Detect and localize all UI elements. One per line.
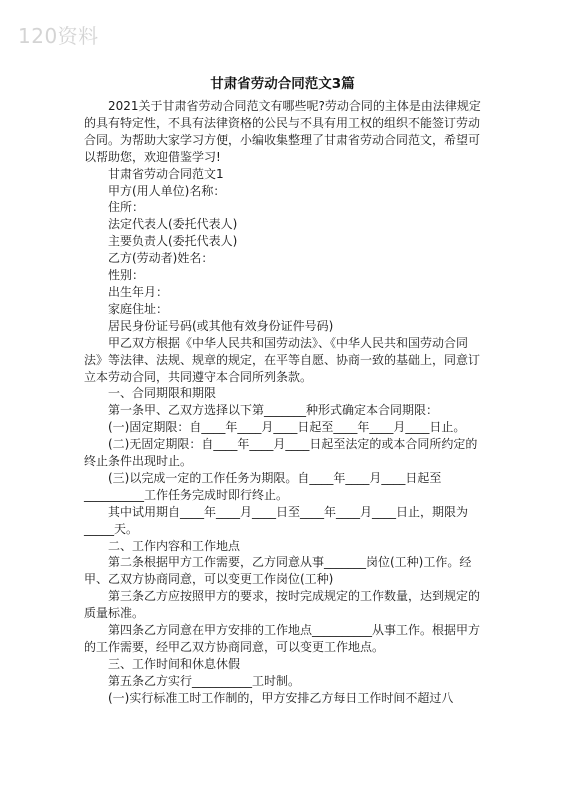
chapter-heading: 一、合同期限和期限	[108, 386, 217, 401]
intro-paragraph: 2021关于甘肃省劳动合同范文有哪些呢?劳动合同的主体是由法律规定的具有特定性，不具有法律资格的公民与不具有用工权的组织不能签订劳动合同。为帮助大家学习方便，小编收集整理了甘肃省劳动合同范文，希望可以帮助您，欢迎借鉴学习!	[84, 99, 481, 164]
clause-paragraph: (一)固定期限：自____年____月____日起至____年____月____日止。	[108, 420, 466, 435]
article-paragraph: 第四条乙方同意在甲方安排的工作地点__________从事工作。根据甲方的工作需要，经甲乙双方协商同意，可以变更工作地点。	[84, 623, 481, 654]
home-address-field: 家庭住址：	[108, 301, 169, 316]
principal-responsible-field: 主要负责人(委托代表人)	[108, 234, 238, 249]
birth-date-field: 出生年月：	[108, 284, 169, 299]
document-body	[84, 98, 482, 707]
watermark: 120资料	[18, 24, 99, 48]
clause-paragraph: (二)无固定期限：自____年____月____日起至法定的或本合同所约定的终止条件出现时止。	[84, 437, 478, 469]
section-heading: 甘肃省劳动合同范文1	[108, 166, 224, 181]
article-paragraph: 第三条乙方应按照甲方的要求，按时完成规定的工作数量，达到规定的质量标准。	[84, 589, 481, 621]
address-field: 住所：	[108, 200, 145, 215]
party-b-name-field: 乙方(劳动者)姓名：	[108, 251, 214, 266]
party-a-name-field: 甲方(用人单位)名称：	[108, 183, 226, 198]
clause-paragraph: 其中试用期自____年____月____日至____年____月____日止，期限为_____天。	[84, 504, 469, 536]
clause-paragraph: (一)实行标准工时工作制的，甲方安排乙方每日工作时间不超过八	[108, 690, 454, 705]
article-paragraph: 第一条甲、乙双方选择以下第_______种形式确定本合同期限：	[108, 403, 439, 418]
gender-field: 性别：	[108, 268, 145, 283]
legal-representative-field: 法定代表人(委托代表人)	[108, 217, 238, 232]
document-title: 甘肃省劳动合同范文3篇	[210, 76, 355, 92]
chapter-heading: 三、工作时间和休息休假	[108, 656, 241, 671]
preamble-paragraph: 甲乙双方根据《中华人民共和国劳动法》、《中华人民共和国劳动合同法》等法律、法规、规章的规定，在平等自愿、协商一致的基础上，同意订立本劳动合同，共同遵守本合同所列条款。	[84, 335, 481, 384]
chapter-heading: 二、工作内容和工作地点	[108, 538, 241, 553]
article-paragraph: 第五条乙方实行__________工时制。	[108, 673, 301, 688]
article-paragraph: 第二条根据甲方工作需要，乙方同意从事_______岗位(工种)工作。经甲、乙双方协商同意，可以变更工作岗位(工种)	[84, 555, 472, 587]
id-number-field: 居民身份证号码(或其他有效身份证件号码)	[108, 318, 334, 333]
clause-paragraph: (三)以完成一定的工作任务为期限。自____年____月____日起至__________工作任务完成时即行终止。	[84, 470, 442, 502]
